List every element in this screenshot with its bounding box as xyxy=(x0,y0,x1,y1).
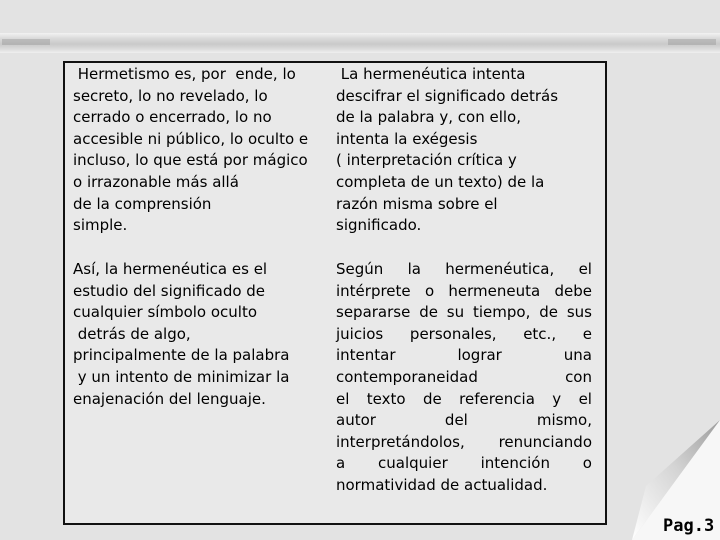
text-line xyxy=(336,389,592,411)
word: contemporaneidad xyxy=(336,367,478,386)
word: y xyxy=(552,389,562,408)
word: de xyxy=(419,303,438,322)
text-line: Así, la hermenéutica es el xyxy=(73,260,268,278)
word: intentar xyxy=(336,346,396,365)
text-line: completa de un texto) de la xyxy=(336,172,545,191)
text-line: normatividad de actualidad. xyxy=(336,475,548,494)
word: juicios xyxy=(336,324,384,343)
text-line: incluso, lo que está por mágico xyxy=(73,151,308,170)
word: Según xyxy=(336,260,384,278)
text-line: descifrar el significado detrás xyxy=(336,86,559,105)
text-line xyxy=(336,302,592,324)
word: una xyxy=(563,346,592,365)
word: con xyxy=(565,367,592,386)
text-line: y un intento de minimizar la xyxy=(73,367,290,386)
page-number: Pag.3 xyxy=(663,516,715,536)
header-band xyxy=(0,33,720,53)
word: su xyxy=(446,303,465,322)
text-block-hermetismo xyxy=(73,64,308,237)
word: e xyxy=(582,324,592,343)
word: referencia xyxy=(459,389,535,408)
word: de xyxy=(539,303,558,322)
text-block-estudio-significado xyxy=(73,259,289,410)
word: intérprete xyxy=(336,281,411,300)
word: la xyxy=(407,260,421,278)
text-line: significado. xyxy=(336,216,422,235)
text-line: simple. xyxy=(73,216,128,235)
text-line xyxy=(336,259,592,281)
word: hermenéutica, xyxy=(445,260,555,278)
text-line: ( interpretación crítica y xyxy=(336,151,517,170)
text-line xyxy=(336,410,592,432)
text-line: intenta la exégesis xyxy=(336,129,478,148)
text-line xyxy=(336,281,592,303)
word: personales, xyxy=(409,324,497,343)
word: etc., xyxy=(523,324,557,343)
text-line: razón misma sobre el xyxy=(336,194,498,213)
text-line: de la palabra y, con ello, xyxy=(336,108,521,127)
text-line: La hermenéutica intenta xyxy=(336,65,526,83)
text-line: detrás de algo, xyxy=(73,324,191,343)
word: cualquier xyxy=(378,454,448,473)
text-line xyxy=(336,453,592,475)
text-line xyxy=(336,345,592,367)
text-line: secreto, lo no revelado, lo xyxy=(73,86,268,105)
word: el xyxy=(578,389,592,408)
word: del xyxy=(444,411,468,430)
word: hermeneuta xyxy=(448,281,541,300)
word: texto xyxy=(366,389,406,408)
text-line xyxy=(336,324,592,346)
word: interpretándolos, xyxy=(336,432,465,451)
text-block-interprete xyxy=(336,259,592,497)
word: el xyxy=(578,260,592,278)
word: renunciando xyxy=(498,432,592,451)
text-line: enajenación del lenguaje. xyxy=(73,389,266,408)
word: intención xyxy=(480,454,550,473)
text-line: estudio del significado de xyxy=(73,281,266,300)
text-line: principalmente de la palabra xyxy=(73,346,290,365)
word: lograr xyxy=(457,346,502,365)
word: de xyxy=(422,389,442,408)
word: a xyxy=(336,454,346,473)
text-line: cerrado o encerrado, lo no xyxy=(73,108,272,127)
header-faint-text-right xyxy=(668,39,716,45)
text-line: accesible ni público, lo oculto e xyxy=(73,129,309,148)
word: debe xyxy=(554,281,592,300)
word: separarse xyxy=(336,303,411,322)
text-line: Hermetismo es, por ende, lo xyxy=(73,65,296,83)
text-line xyxy=(336,367,592,389)
text-line: de la comprensión xyxy=(73,194,212,213)
word: autor xyxy=(336,411,376,430)
word: el xyxy=(336,389,350,408)
text-line xyxy=(336,432,592,454)
text-line: o irrazonable más allá xyxy=(73,172,239,191)
word: o xyxy=(424,281,435,300)
word: tiempo, xyxy=(472,303,531,322)
header-faint-text-left xyxy=(2,39,50,45)
word: o xyxy=(582,454,592,473)
text-block-hermeneutica-intenta xyxy=(336,64,558,237)
word: sus xyxy=(566,303,592,322)
word: mismo, xyxy=(536,411,592,430)
text-line: cualquier símbolo oculto xyxy=(73,303,258,322)
